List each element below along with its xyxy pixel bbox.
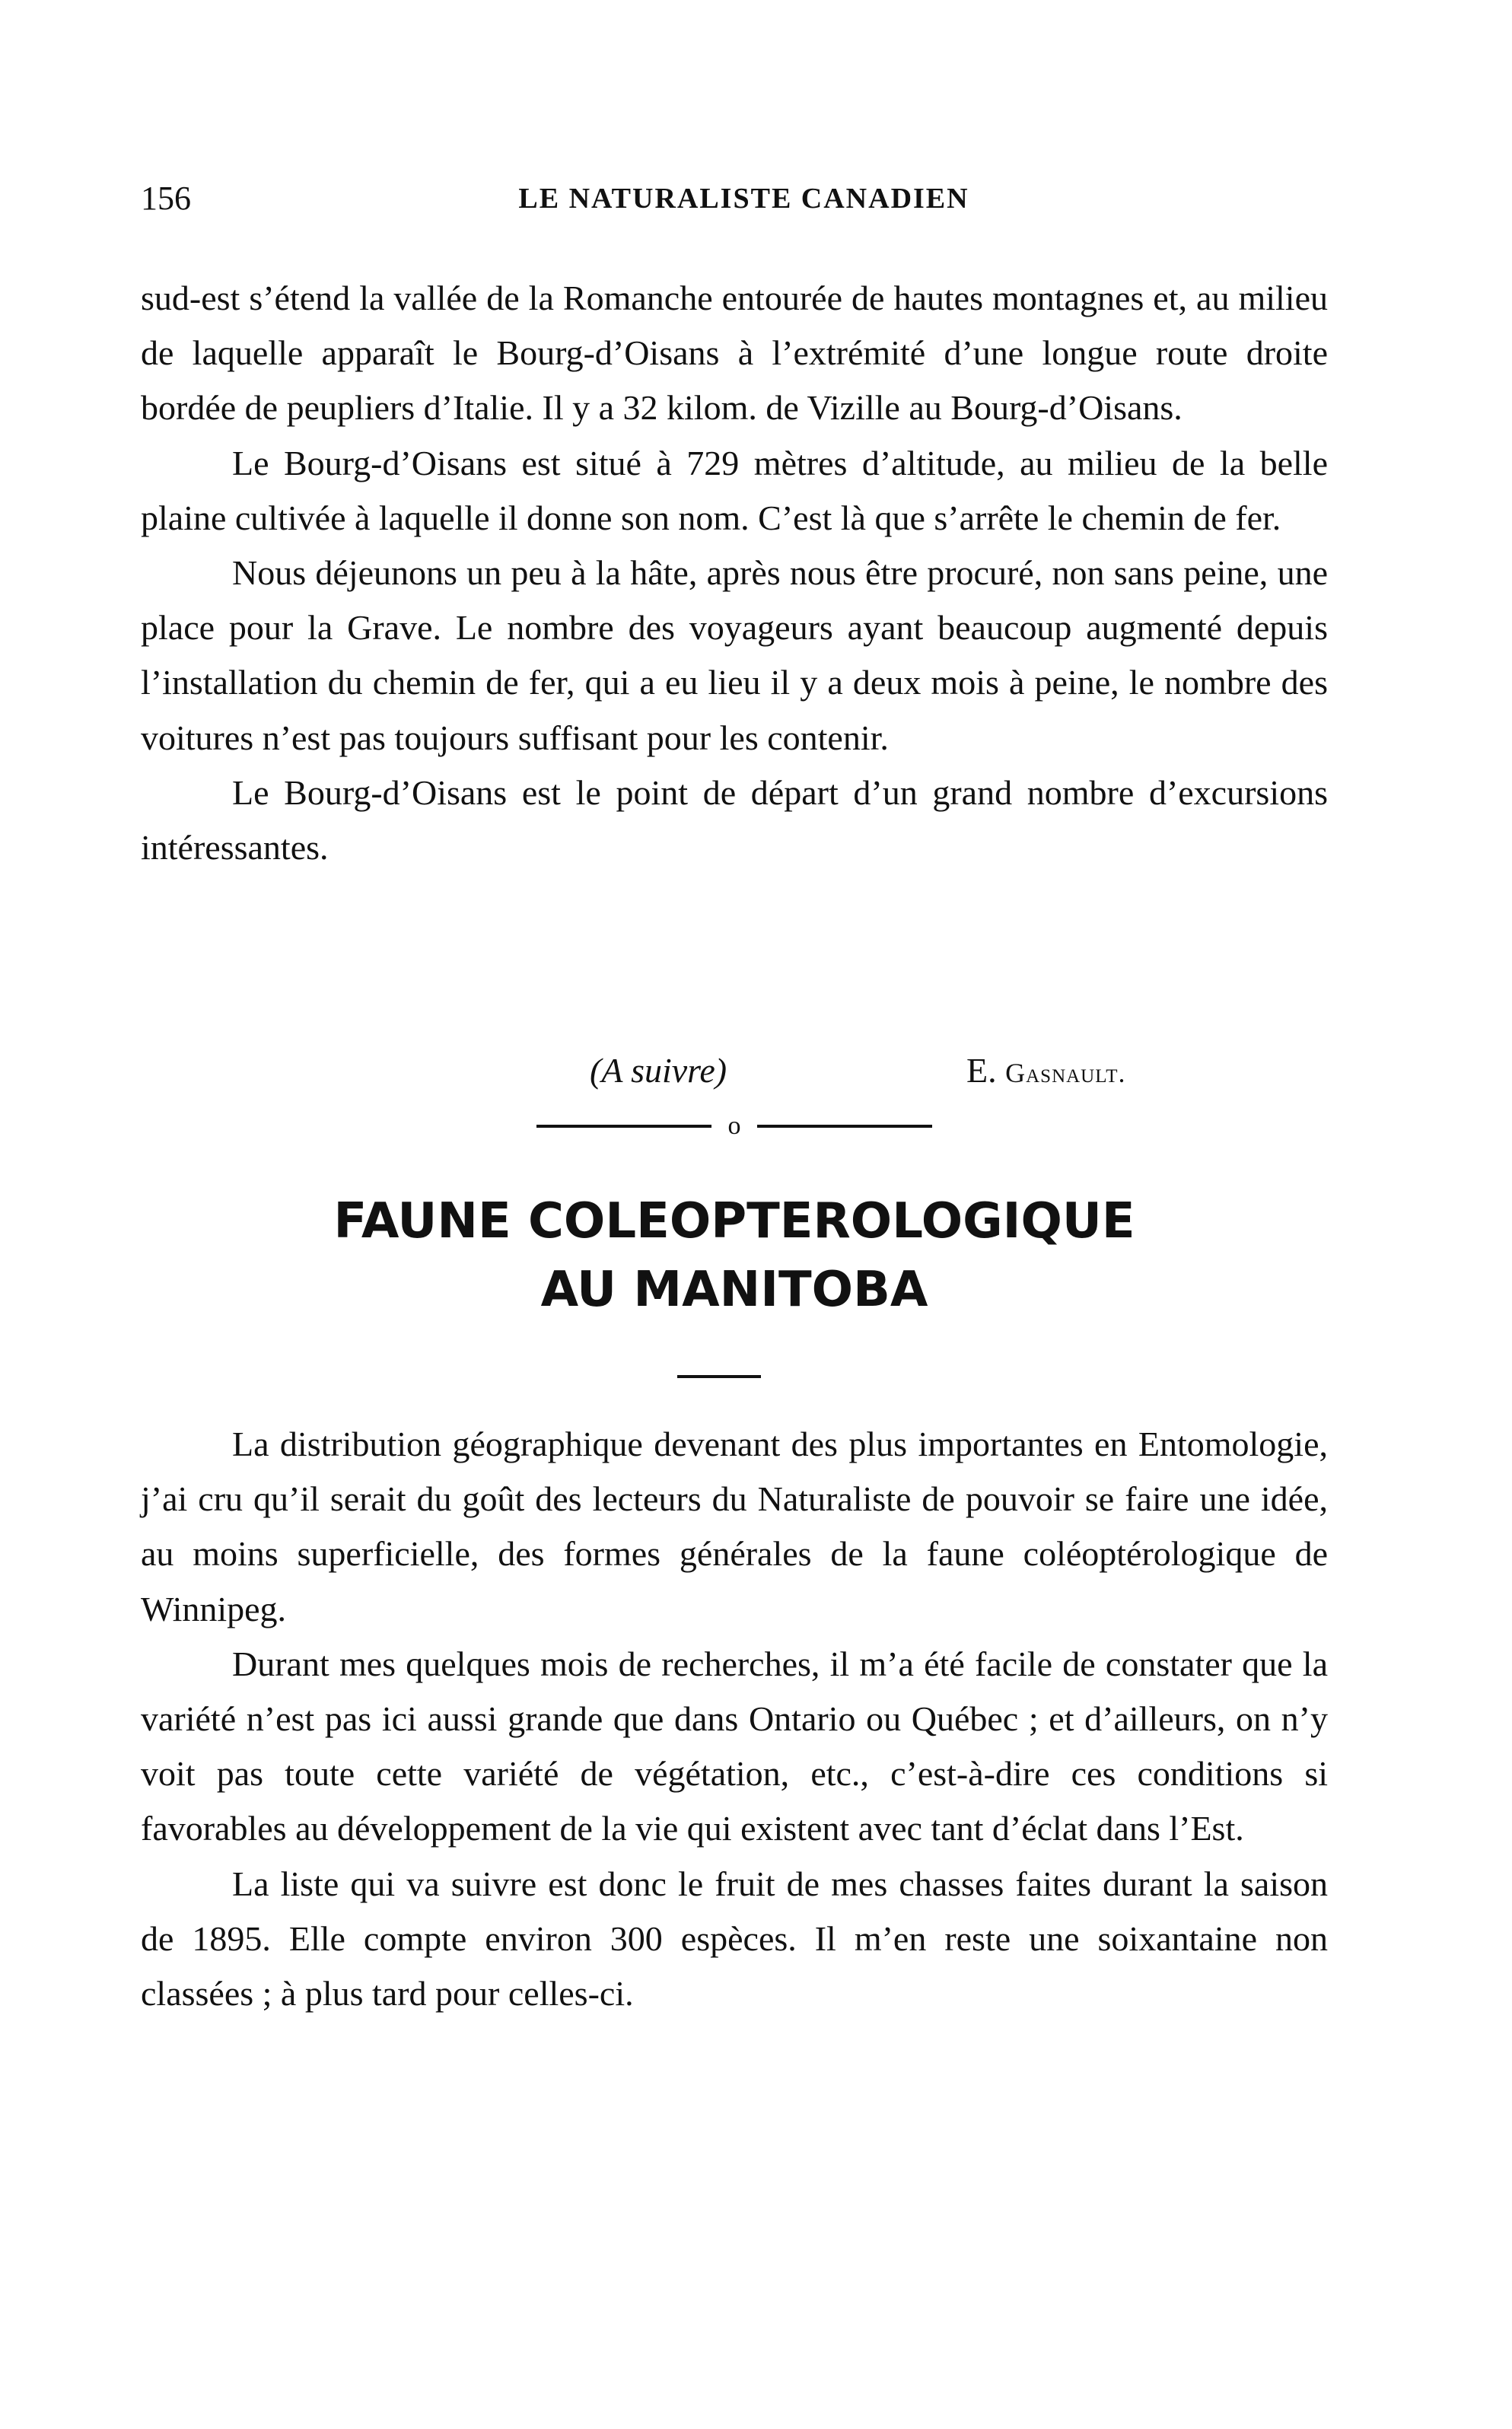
section-voyage-text <box>141 271 1328 875</box>
paragraph: sud-est s’étend la vallée de la Romanche entourée de hautes montagnes et, au milieu de laquelle apparaît le Bourg-d’Oisans à l’extrémité d’une longue route droite bordée de peupliers d’Italie. Il y a 32 kilom. de Vizille au Bourg-d’Oisans. <box>141 279 1328 428</box>
running-title: LE NATURALISTE CANADIEN <box>518 183 969 215</box>
title-underline-rule <box>677 1370 761 1376</box>
page-header <box>141 179 1347 217</box>
paragraph: La liste qui va suivre est donc le fruit de mes chasses faites durant la saison de 1895. Elle compte environ 300 espèces. Il m’en reste une soixantaine non classées ; à plus tard pour celles-ci. <box>141 1864 1328 2014</box>
section-faune-text <box>141 1417 1328 2021</box>
a-suivre-note <box>590 1050 727 1090</box>
paragraph: Le Bourg-d’Oisans est le point de départ d’un grand nombre d’excursions intéressantes. <box>141 772 1328 868</box>
paragraph: Nous déjeunons un peu à la hâte, après nous être procuré, non sans peine, une place pour la Grave. Le nombre des voyageurs ayant beaucoup augmenté depuis l’installation du chemin de fer, qui a eu lieu il y a deux mois à peine, le nombre des voitures n’est pas toujours suffisant pour les contenir. <box>141 553 1328 757</box>
page-number: 156 <box>141 180 191 217</box>
author-initial: E. <box>966 1051 997 1090</box>
separator-mark: o <box>727 1112 741 1140</box>
paragraph: Le Bourg-d’Oisans est situé à 729 mètres d’altitude, au milieu de la belle plaine cultivée à laquelle il donne son nom. C’est là que s’arrête le chemin de fer. <box>141 443 1328 537</box>
paragraph: Durant mes quelques mois de recherches, il m’a été facile de constater que la variété n’est pas ici aussi grande que dans Ontario ou Québec ; et d’ailleurs, on n’y voit pas toute cette variété de végétation, etc., c’est-à-dire ces conditions si favorables au développement de la vie qui existent avec tant d’éclat dans l’Est. <box>141 1644 1328 1848</box>
section-separator <box>536 1111 932 1141</box>
article-title-line-2: AU MANITOBA <box>540 1262 928 1318</box>
signature-line <box>141 1050 1328 1105</box>
short-rule-graphic <box>677 1374 761 1380</box>
author-signature <box>966 1050 1125 1090</box>
a-suivre-text: (A suivre) <box>590 1051 727 1090</box>
article-title-line-1: FAUNE COLEOPTEROLOGIQUE <box>333 1193 1135 1250</box>
paragraph: La distribution géographique devenant des plus importantes en Entomologie, j’ai cru qu’il serait du goût des lecteurs du Naturaliste de pouvoir se faire une idée, au moins superficielle, des formes générales de la faune coléoptérologique de Winnipeg. <box>141 1425 1328 1628</box>
author-surname: Gasnault. <box>1005 1058 1126 1088</box>
